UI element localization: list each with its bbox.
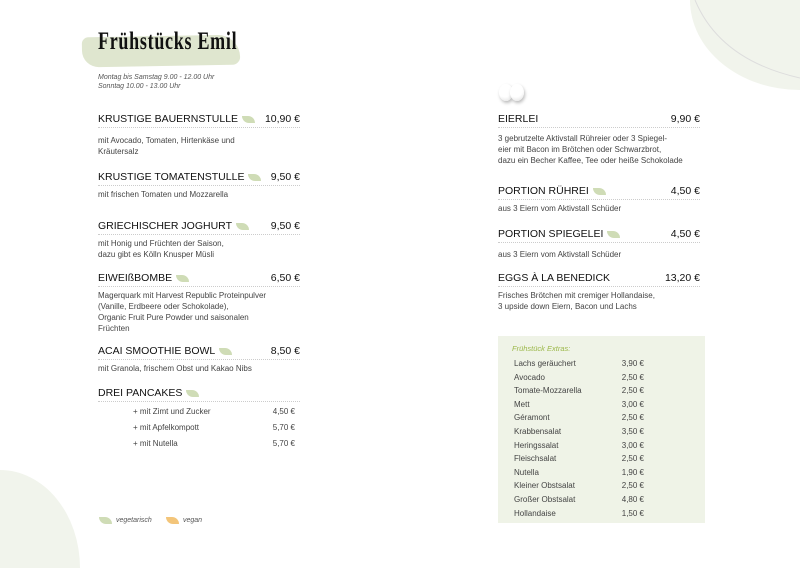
option-label: + mit Zimt und Zucker bbox=[133, 407, 211, 416]
item-name bbox=[498, 272, 610, 284]
option-price: 5,70 € bbox=[272, 423, 295, 432]
pancake-option bbox=[133, 423, 295, 432]
extras-name: Fleischsalat bbox=[514, 454, 557, 464]
item-name-text: GRIECHISCHER JOGHURT bbox=[98, 220, 232, 232]
extras-row bbox=[514, 413, 644, 422]
extras-row bbox=[514, 481, 644, 490]
leaf-icon bbox=[166, 517, 179, 524]
item-description: aus 3 Eiern vom Aktivstall Schüder bbox=[498, 250, 622, 259]
opening-hours: Montag bis Samstag 9.00 - 12.00 Uhr bbox=[98, 74, 215, 81]
leaf-icon bbox=[219, 348, 232, 355]
option-price: 4,50 € bbox=[272, 407, 295, 416]
item-name bbox=[98, 345, 232, 357]
item-name-text: DREI PANCAKES bbox=[98, 387, 183, 399]
item-name bbox=[98, 113, 255, 125]
leaf-icon bbox=[176, 275, 189, 282]
extras-price: 3,90 € bbox=[621, 359, 644, 368]
option-label: + mit Apfelkompott bbox=[133, 423, 200, 432]
leaf-icon bbox=[186, 390, 199, 397]
extras-name: Avocado bbox=[514, 372, 545, 382]
item-description: dazu gibt es Kölln Knusper Müsli bbox=[98, 250, 215, 259]
extras-name: Mett bbox=[514, 399, 530, 409]
menu-item bbox=[498, 272, 700, 287]
leaf-icon bbox=[607, 231, 620, 238]
extras-price: 2,50 € bbox=[621, 481, 644, 491]
item-price: 4,50 € bbox=[670, 185, 700, 197]
extras-name: Lachs geräuchert bbox=[514, 359, 576, 368]
item-name bbox=[98, 220, 249, 232]
extras-row bbox=[514, 454, 644, 463]
item-description: mit frischen Tomaten und Mozzarella bbox=[98, 190, 229, 199]
pancake-option bbox=[133, 439, 295, 448]
item-name bbox=[98, 171, 261, 183]
extras-price: 2,50 € bbox=[621, 386, 644, 396]
menu-item bbox=[98, 171, 300, 186]
extras-price: 3,00 € bbox=[621, 440, 644, 450]
item-price: 8,50 € bbox=[270, 345, 300, 357]
item-description: eier mit Bacon im Brötchen oder Schwarzbrot, bbox=[498, 145, 662, 154]
leaf-icon bbox=[236, 223, 249, 230]
item-name-text: KRUSTIGE TOMATENSTULLE bbox=[98, 171, 245, 183]
item-description: dazu ein Becher Kaffee, Tee oder heiße Schokolade bbox=[498, 156, 683, 165]
leaf-icon bbox=[242, 116, 255, 123]
item-description: 3 upside down Eiern, Bacon und Lachs bbox=[498, 302, 637, 311]
legend-vegetarian bbox=[99, 517, 152, 524]
extras-price: 2,50 € bbox=[621, 372, 644, 382]
item-description: mit Avocado, Tomaten, Hirtenkäse und bbox=[98, 136, 235, 145]
extras-row bbox=[514, 509, 644, 518]
extras-row bbox=[514, 386, 644, 395]
leaf-icon bbox=[248, 174, 261, 181]
option-price: 5,70 € bbox=[272, 439, 295, 448]
extras-name: Nutella bbox=[514, 467, 539, 477]
extras-box bbox=[498, 336, 705, 523]
extras-name: Heringssalat bbox=[514, 440, 559, 450]
legend-vegan bbox=[166, 517, 202, 524]
legend-label: vegan bbox=[183, 517, 203, 524]
item-name-text: PORTION RÜHREI bbox=[498, 185, 589, 197]
menu-item bbox=[498, 228, 700, 243]
item-name-text: EGGS À LA BENEDICK bbox=[498, 272, 611, 284]
extras-name: Großer Obstsalat bbox=[514, 495, 576, 504]
extras-row bbox=[514, 400, 644, 409]
decor-blob bbox=[0, 470, 80, 568]
page-title: Frühstücks Emil bbox=[98, 28, 238, 55]
menu-item bbox=[98, 345, 300, 360]
menu-item bbox=[498, 113, 700, 128]
legend-label: vegetarisch bbox=[116, 517, 152, 524]
menu-item bbox=[98, 113, 300, 128]
pancake-option bbox=[133, 407, 295, 416]
item-name bbox=[498, 228, 620, 240]
extras-price: 2,50 € bbox=[621, 413, 644, 423]
menu-item bbox=[98, 387, 300, 402]
option-label: + mit Nutella bbox=[133, 439, 178, 448]
item-description: Kräutersalz bbox=[98, 147, 139, 156]
extras-price: 1,90 € bbox=[621, 467, 644, 477]
extras-title: Frühstück Extras: bbox=[512, 344, 571, 353]
item-name bbox=[498, 113, 538, 125]
item-name-text: KRUSTIGE BAUERNSTULLE bbox=[98, 113, 239, 125]
extras-name: Kleiner Obstsalat bbox=[514, 481, 575, 491]
item-name-text: PORTION SPIEGELEI bbox=[498, 228, 604, 240]
leaf-icon bbox=[593, 188, 606, 195]
item-description: 3 gebrutzelte Aktivstall Rühreier oder 3 Spiegel- bbox=[498, 134, 667, 143]
extras-row bbox=[514, 427, 644, 436]
extras-row bbox=[514, 441, 644, 450]
item-description: Magerquark mit Harvest Republic Proteinpulver bbox=[98, 291, 267, 300]
extras-name: Krabbensalat bbox=[514, 427, 562, 436]
eggs-icon bbox=[499, 84, 521, 101]
item-price: 4,50 € bbox=[670, 228, 700, 240]
item-description: Organic Fruit Pure Powder und saisonalen bbox=[98, 313, 249, 322]
extras-row bbox=[514, 495, 644, 504]
item-description: Frisches Brötchen mit cremiger Hollandaise, bbox=[498, 291, 655, 300]
item-description: mit Honig und Früchten der Saison, bbox=[98, 239, 224, 248]
extras-price: 3,50 € bbox=[621, 427, 644, 436]
item-price: 6,50 € bbox=[270, 272, 300, 284]
leaf-icon bbox=[99, 517, 112, 524]
item-price: 9,50 € bbox=[270, 171, 300, 183]
item-name bbox=[498, 185, 606, 197]
menu-item bbox=[498, 185, 700, 200]
extras-row bbox=[514, 373, 644, 382]
extras-name: Géramont bbox=[514, 413, 550, 423]
menu-item bbox=[98, 272, 300, 287]
item-price: 9,90 € bbox=[670, 113, 700, 125]
decor-arc bbox=[690, 0, 800, 90]
opening-hours: Sonntag 10.00 - 13.00 Uhr bbox=[98, 83, 181, 90]
item-price: 13,20 € bbox=[664, 272, 700, 284]
item-name bbox=[98, 272, 189, 284]
extras-price: 4,80 € bbox=[621, 495, 644, 504]
extras-row bbox=[514, 468, 644, 477]
extras-price: 2,50 € bbox=[621, 454, 644, 464]
extras-row bbox=[514, 359, 644, 368]
item-name bbox=[98, 387, 199, 399]
item-price: 10,90 € bbox=[264, 113, 300, 125]
item-name-text: ACAI SMOOTHIE BOWL bbox=[98, 345, 216, 357]
item-name-text: EIWEIßBOMBE bbox=[98, 272, 173, 284]
item-price: 9,50 € bbox=[270, 220, 300, 232]
menu-item bbox=[98, 220, 300, 235]
item-description: (Vanille, Erdbeere oder Schokolade), bbox=[98, 302, 229, 311]
item-description: Früchten bbox=[98, 324, 130, 333]
item-description: aus 3 Eiern vom Aktivstall Schüder bbox=[498, 204, 622, 213]
item-name-text: EIERLEI bbox=[498, 113, 539, 125]
extras-price: 3,00 € bbox=[621, 399, 644, 409]
item-description: mit Granola, frischem Obst und Kakao Nibs bbox=[98, 364, 252, 373]
extras-name: Hollandaise bbox=[514, 508, 556, 518]
extras-price: 1,50 € bbox=[621, 508, 644, 518]
extras-name: Tomate-Mozzarella bbox=[514, 386, 582, 396]
